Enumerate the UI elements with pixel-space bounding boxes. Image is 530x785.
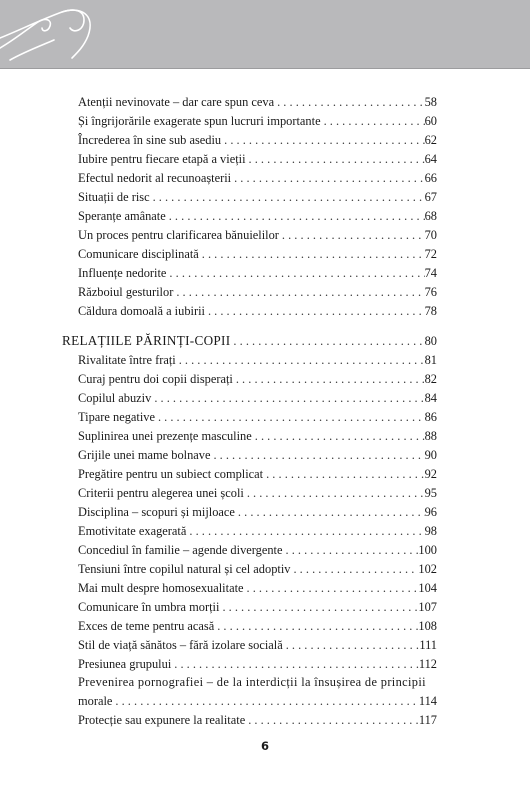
toc-entry[interactable] (78, 131, 437, 149)
toc-entry-title: Și îngrijorările exagerate spun lucruri importante (78, 114, 321, 128)
leader-dots (210, 446, 424, 464)
toc-entry-page: 67 (424, 190, 437, 204)
toc-entry-title: Comunicare în umbra morții (78, 600, 220, 614)
toc-entry-title: Rivalitate între frați (78, 353, 176, 367)
toc-entry[interactable] (78, 283, 437, 301)
toc-entry-page: 62 (424, 133, 437, 147)
toc-entry-title: Suplinirea unei prezențe masculine (78, 429, 252, 443)
toc-entry-page: 64 (424, 152, 437, 166)
toc-entry-title: Războiul gesturilor (78, 285, 174, 299)
toc-entry-title: Grijile unei mame bolnave (78, 448, 211, 462)
leader-dots (176, 351, 425, 369)
leader-dots (321, 112, 425, 130)
toc-entry[interactable] (78, 711, 437, 729)
toc-entry[interactable] (78, 245, 437, 263)
toc-entry[interactable] (78, 446, 437, 464)
leader-dots (231, 169, 425, 187)
toc-entry-page: 81 (424, 353, 437, 367)
leader-dots (246, 150, 425, 168)
toc-entry[interactable] (78, 617, 437, 635)
toc-entry-page: 84 (424, 391, 437, 405)
toc-entry-title: Copilul abuziv (78, 391, 152, 405)
toc-entry[interactable] (78, 598, 437, 616)
toc-entry[interactable] (78, 370, 437, 388)
toc-entry[interactable] (78, 226, 437, 244)
leader-dots (235, 503, 425, 521)
leader-dots (244, 484, 425, 502)
toc-entry-title: Speranțe amânate (78, 209, 166, 223)
leader-dots (221, 131, 424, 149)
toc-entry-page: 74 (424, 266, 437, 280)
toc-entry-title: Exces de teme pentru acasă (78, 619, 215, 633)
toc-entry[interactable] (78, 302, 437, 320)
toc-entry-title: Presiunea grupului (78, 657, 172, 671)
toc-entry[interactable] (78, 636, 437, 654)
toc-entry-title: Căldura domoală a iubirii (78, 304, 205, 318)
toc-entry-title: Tensiuni între copilul natural și cel adoptiv (78, 562, 291, 576)
section-page: 80 (424, 334, 437, 348)
toc-entry-title: Stil de viață sănătos – fără izolare socială (78, 638, 283, 652)
toc-entry-title: Mai mult despre homosexualitate (78, 581, 244, 595)
toc-entry-title: Efectul nedorit al recunoașterii (78, 171, 232, 185)
toc-entry[interactable] (78, 389, 437, 407)
toc-entry[interactable] (78, 93, 437, 111)
toc-entry-title: Tipare negative (78, 410, 155, 424)
leader-dots (214, 617, 418, 635)
toc-entry-page: 108 (418, 619, 437, 633)
toc-entry[interactable] (78, 207, 437, 225)
toc-entry-page: 66 (424, 171, 437, 185)
toc-entry[interactable] (78, 112, 437, 130)
toc-entry-page: 70 (424, 228, 437, 242)
toc-entry[interactable] (78, 427, 437, 445)
leader-dots (112, 692, 418, 710)
toc-entry-title: Situații de risc (78, 190, 150, 204)
toc-entry-title: Emotivitate exagerată (78, 524, 187, 538)
leader-dots (166, 207, 425, 225)
toc-entry-multiline-first[interactable]: Prevenirea pornografiei – de la interdicții la însușirea de principii (78, 675, 426, 689)
toc-entry-title: Disciplina – scopuri și mijloace (78, 505, 235, 519)
toc-entry-title: Un proces pentru clarificarea bănuielilor (78, 228, 279, 242)
page-number: 6 (260, 739, 269, 753)
toc-entry[interactable] (78, 522, 437, 540)
toc-entry-title: Iubire pentru fiecare etapă a vieții (78, 152, 246, 166)
toc-entry-page: 96 (424, 505, 437, 519)
toc-entry-page: 78 (424, 304, 437, 318)
leader-dots (283, 541, 419, 559)
leader-dots (279, 226, 425, 244)
toc-entry-page: 68 (424, 209, 437, 223)
toc-entry[interactable] (78, 264, 437, 282)
leader-dots (245, 711, 419, 729)
toc-section-heading[interactable] (62, 332, 437, 350)
toc-entry-page: 72 (424, 247, 437, 261)
toc-entry-title: Comunicare disciplinată (78, 247, 199, 261)
leader-dots (230, 332, 424, 350)
toc-entry[interactable] (78, 579, 437, 597)
toc-entry-page: 82 (424, 372, 437, 386)
toc-entry-title: Concediul în familie – agende divergente (78, 543, 283, 557)
toc-entry-page: 76 (424, 285, 437, 299)
toc-entry[interactable] (78, 692, 437, 710)
leader-dots (274, 93, 425, 111)
toc-entry-page: 111 (419, 638, 437, 652)
toc-entry-page: 98 (424, 524, 437, 538)
toc-entry-page: 117 (418, 713, 437, 727)
toc-entry-title: Atenții nevinovate – dar care spun ceva (78, 95, 275, 109)
toc-entry[interactable] (78, 655, 437, 673)
leader-dots (155, 408, 425, 426)
toc-entry-page: 88 (424, 429, 437, 443)
toc-entry[interactable] (78, 150, 437, 168)
leader-dots (252, 427, 425, 445)
toc-entry[interactable] (78, 541, 437, 559)
section-title: RELAȚIILE PĂRINȚI-COPII (62, 333, 231, 348)
toc-entry-title: Curaj pentru doi copii disperați (78, 372, 233, 386)
toc-entry-page: 104 (418, 581, 437, 595)
toc-entry-title: Încrederea în sine sub asediu (78, 133, 222, 147)
leader-dots (263, 465, 425, 483)
toc-entry-page: 95 (424, 486, 437, 500)
leader-dots (186, 522, 424, 540)
toc-entry-title: Protecție sau expunere la realitate (78, 713, 246, 727)
toc-entry-title: Pregătire pentru un subiect complicat (78, 467, 264, 481)
leader-dots (150, 188, 425, 206)
toc-entry[interactable] (78, 188, 437, 206)
toc-entry-page: 100 (418, 543, 437, 557)
toc-entry-page: 102 (418, 562, 437, 576)
leader-dots (173, 283, 424, 301)
toc-entry-title: morale (78, 694, 113, 708)
toc-entry-title: Influențe nedorite (78, 266, 167, 280)
header-band (0, 0, 530, 69)
leader-dots (283, 636, 420, 654)
leader-dots (166, 264, 424, 282)
toc-entry[interactable] (78, 465, 437, 483)
toc-entry-title: Criterii pentru alegerea unei școli (78, 486, 244, 500)
toc-entry[interactable] (78, 408, 437, 426)
leader-dots (219, 598, 418, 616)
leader-dots (171, 655, 419, 673)
toc-entry-page: 90 (424, 448, 437, 462)
toc-entry-page: 60 (424, 114, 437, 128)
leader-dots (290, 560, 418, 578)
toc-entry-page: 112 (418, 657, 437, 671)
flourish-ornament-icon (0, 0, 140, 68)
toc-entry[interactable] (78, 560, 437, 578)
toc-entry-page: 86 (424, 410, 437, 424)
toc-entry[interactable] (78, 503, 437, 521)
toc-entry-page: 114 (418, 694, 437, 708)
toc-entry[interactable] (78, 169, 437, 187)
toc-entry-page: 58 (424, 95, 437, 109)
toc-entry[interactable] (78, 351, 437, 369)
leader-dots (151, 389, 424, 407)
leader-dots (199, 245, 425, 263)
toc-entry-page: 92 (424, 467, 437, 481)
toc-entry[interactable] (78, 484, 437, 502)
leader-dots (244, 579, 419, 597)
leader-dots (205, 302, 425, 320)
toc-entry-page: 107 (418, 600, 437, 614)
leader-dots (233, 370, 425, 388)
